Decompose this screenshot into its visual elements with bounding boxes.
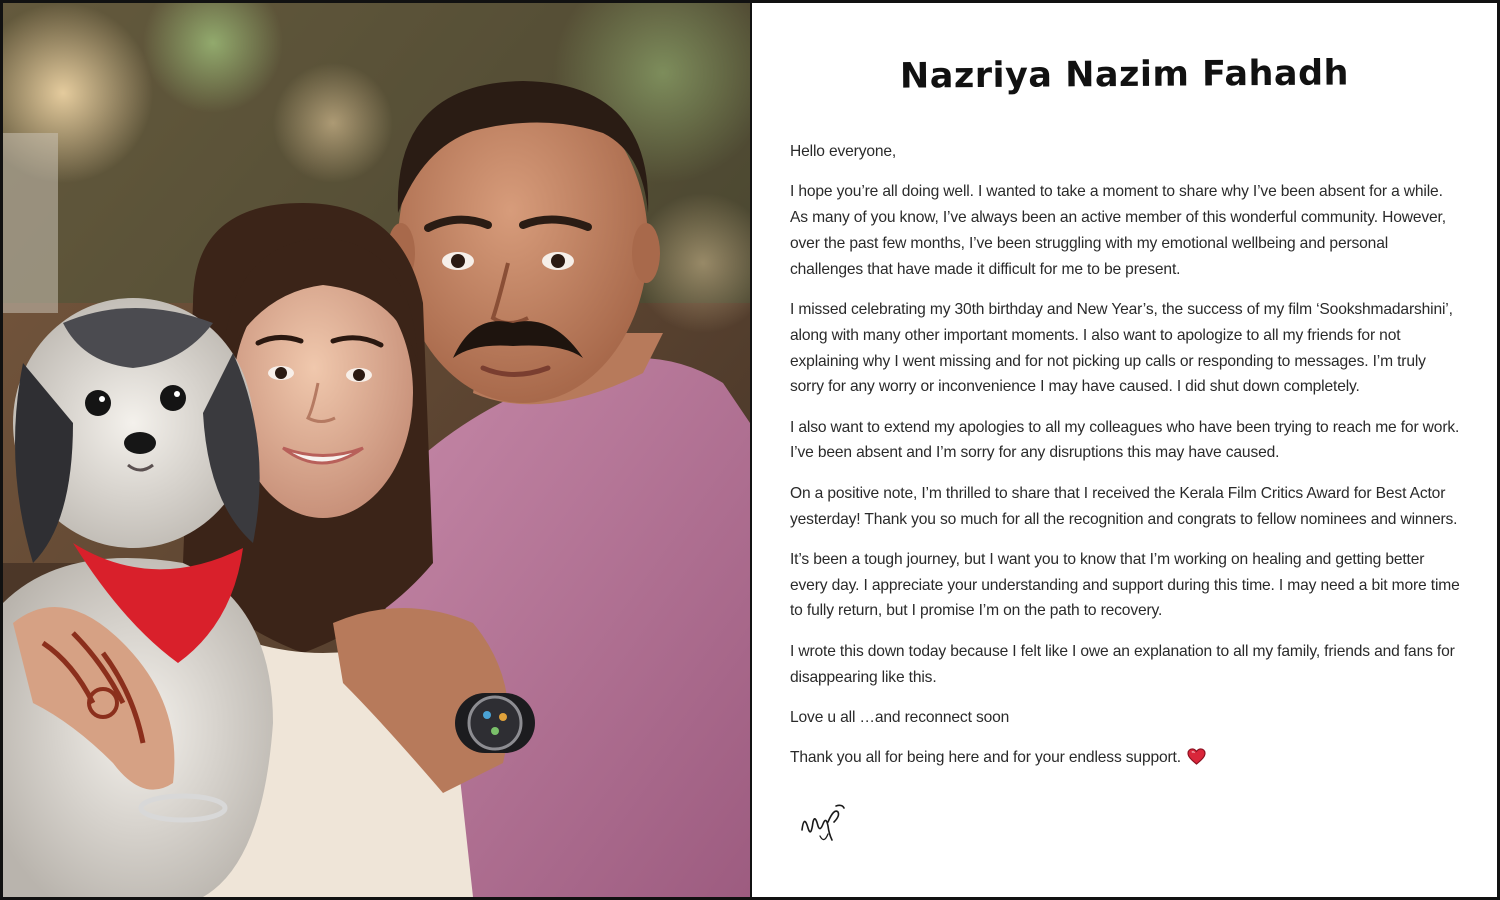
letter-closing-line — [790, 745, 1461, 774]
letter-paragraph-love: Love u all …and reconnect soon — [790, 708, 1010, 726]
handwritten-signature — [798, 800, 848, 846]
letter-title: Nazriya Nazim Fahadh — [899, 53, 1350, 97]
letter-paragraph-colleagues: I also want to extend my apologies to all my colleagues who have been trying to reach me for work. I’ve been absent and I’m sorry for any disruptions this may have caused. — [790, 418, 1460, 462]
letter-paragraph-award: On a positive note, I’m thrilled to share that I received the Kerala Film Critics Award for Best Actor yesterday! Thank you so much for all the recognition and congrats to fellow nominees and winners. — [790, 484, 1458, 528]
letter-paragraph-absence: I hope you’re all doing well. I wanted to take a moment to share why I’ve been absent for a while. As many of you know, I’ve always been an active member of this wonderful community. However, over the past few months, I’ve been struggling with my emotional wellbeing and personal challenges that have made it difficult for me to be present. — [790, 183, 1446, 278]
letter-paragraph-explanation: I wrote this down today because I felt like I owe an explanation to all my family, friends and fans for disappearing like this. — [790, 642, 1455, 686]
letter-body — [790, 139, 1461, 788]
letter-closing-text: Thank you all for being here and for your endless support. — [790, 749, 1181, 767]
couple-photo — [3, 3, 750, 897]
letter-paragraph-missed-moments: I missed celebrating my 30th birthday and New Year’s, the success of my film ‘Sookshmadarshini’, along with many other important moments. I also want to apologize to all my friends for not explaining why I went missing and for not picking up calls or responding to messages. I’m truly sorry for any worry or inconvenience I may have caused. I did shut down completely. — [790, 300, 1453, 396]
heart-icon — [1187, 748, 1206, 774]
photo-illustration — [3, 3, 750, 897]
letter-panel — [752, 3, 1497, 897]
letter-paragraph-healing: It’s been a tough journey, but I want you to know that I’m working on healing and getting better every day. I appreciate your understanding and support during this time. I may need a bit more time to fully return, but I promise I’m on the path to recovery. — [790, 550, 1460, 620]
letter-paragraph-greeting: Hello everyone, — [790, 143, 897, 160]
